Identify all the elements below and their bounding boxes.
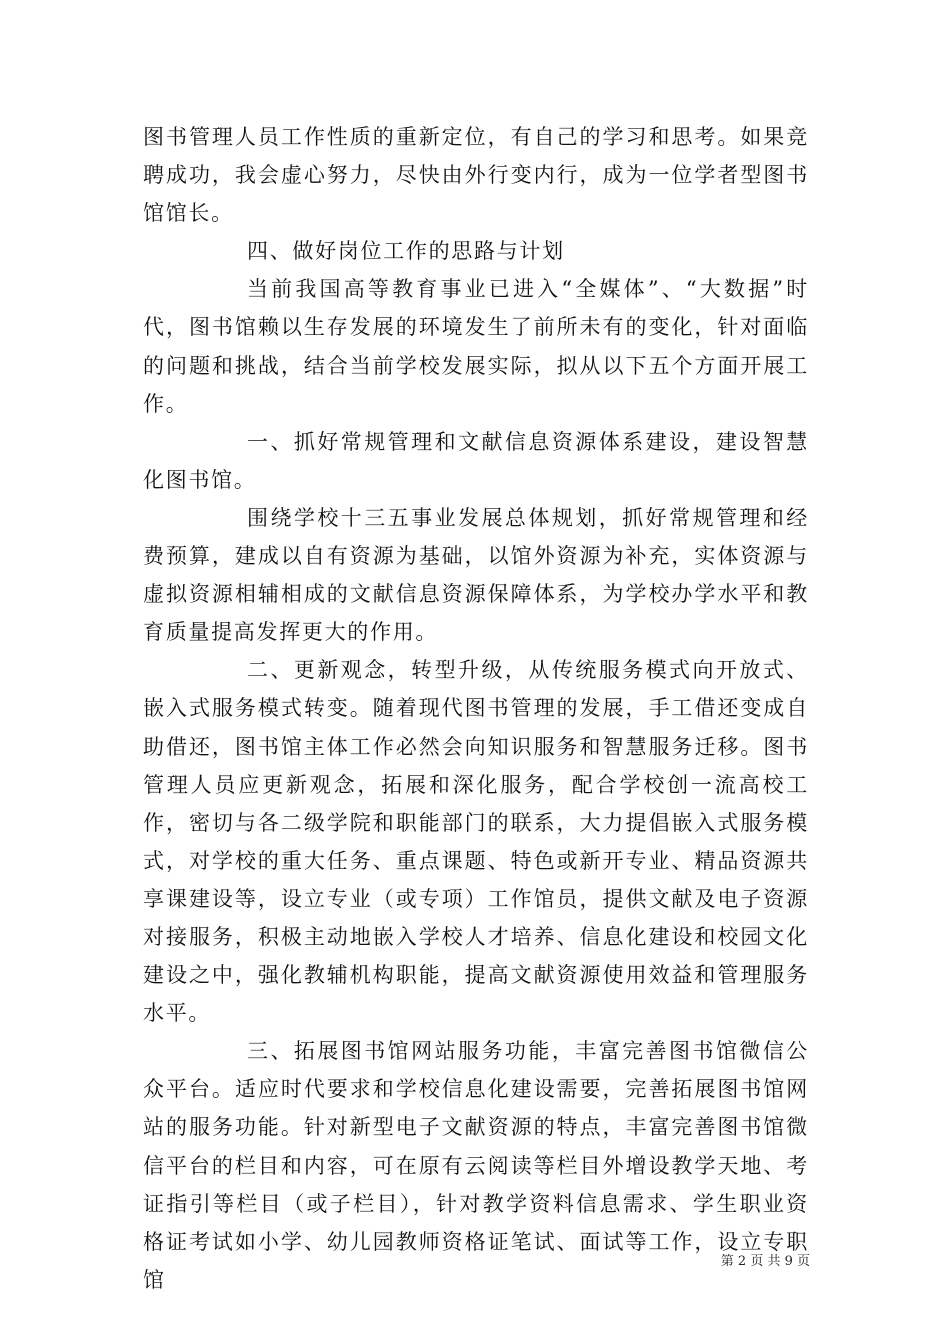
item-1-body: 围绕学校十三五事业发展总体规划，抓好常规管理和经费预算，建成以自有资源为基础，以馆外资源为补充，实体资源与虚拟资源相辅相成的文献信息资源保障体系，为学校办学水平和教育质量提高发挥更大的作用。 xyxy=(143,505,809,645)
document-body xyxy=(143,118,809,1299)
page-number-footer: 第 2 页 共 9 页 xyxy=(720,1254,810,1269)
paragraph-intro: 当前我国高等教育事业已进入“全媒体”、“大数据”时代，图书馆赖以生存发展的环境发生了前所未有的变化，针对面临的问题和挑战，结合当前学校发展实际，拟从以下五个方面开展工作。 xyxy=(143,277,809,416)
item-3-paragraph: 三、拓展图书馆网站服务功能，丰富完善图书馆微信公众平台。适应时代要求和学校信息化建设需要，完善拓展图书馆网站的服务功能。针对新型电子文献资源的特点，丰富完善图书馆微信平台的栏目和内容，可在原有云阅读等栏目外增设教学天地、考证指引等栏目（或子栏目），针对教学资料信息需求、学生职业资格证考试如小学、幼儿园教师资格证笔试、面试等工作，设立专职馆 xyxy=(143,1039,809,1292)
section-heading: 四、做好岗位工作的思路与计划 xyxy=(247,239,565,264)
paragraph-continued: 图书管理人员工作性质的重新定位，有自己的学习和思考。如果竞聘成功，我会虚心努力，尽快由外行变内行，成为一位学者型图书馆馆长。 xyxy=(143,125,809,226)
item-2-paragraph: 二、更新观念，转型升级，从传统服务模式向开放式、嵌入式服务模式转变。随着现代图书管理的发展，手工借还变成自助借还，图书馆主体工作必然会向知识服务和智慧服务迁移。图书管理人员应更新观念，拓展和深化服务，配合学校创一流高校工作，密切与各二级学院和职能部门的联系，大力提倡嵌入式服务模式，对学校的重大任务、重点课题、特色或新开专业、精品资源共享课建设等，设立专业（或专项）工作馆员，提供文献及电子资源对接服务，积极主动地嵌入学校人才培养、信息化建设和校园文化建设之中，强化教辅机构职能，提高文献资源使用效益和管理服务水平。 xyxy=(143,658,809,1026)
item-1-title: 一、抓好常规管理和文献信息资源体系建设，建设智慧化图书馆。 xyxy=(143,429,809,492)
